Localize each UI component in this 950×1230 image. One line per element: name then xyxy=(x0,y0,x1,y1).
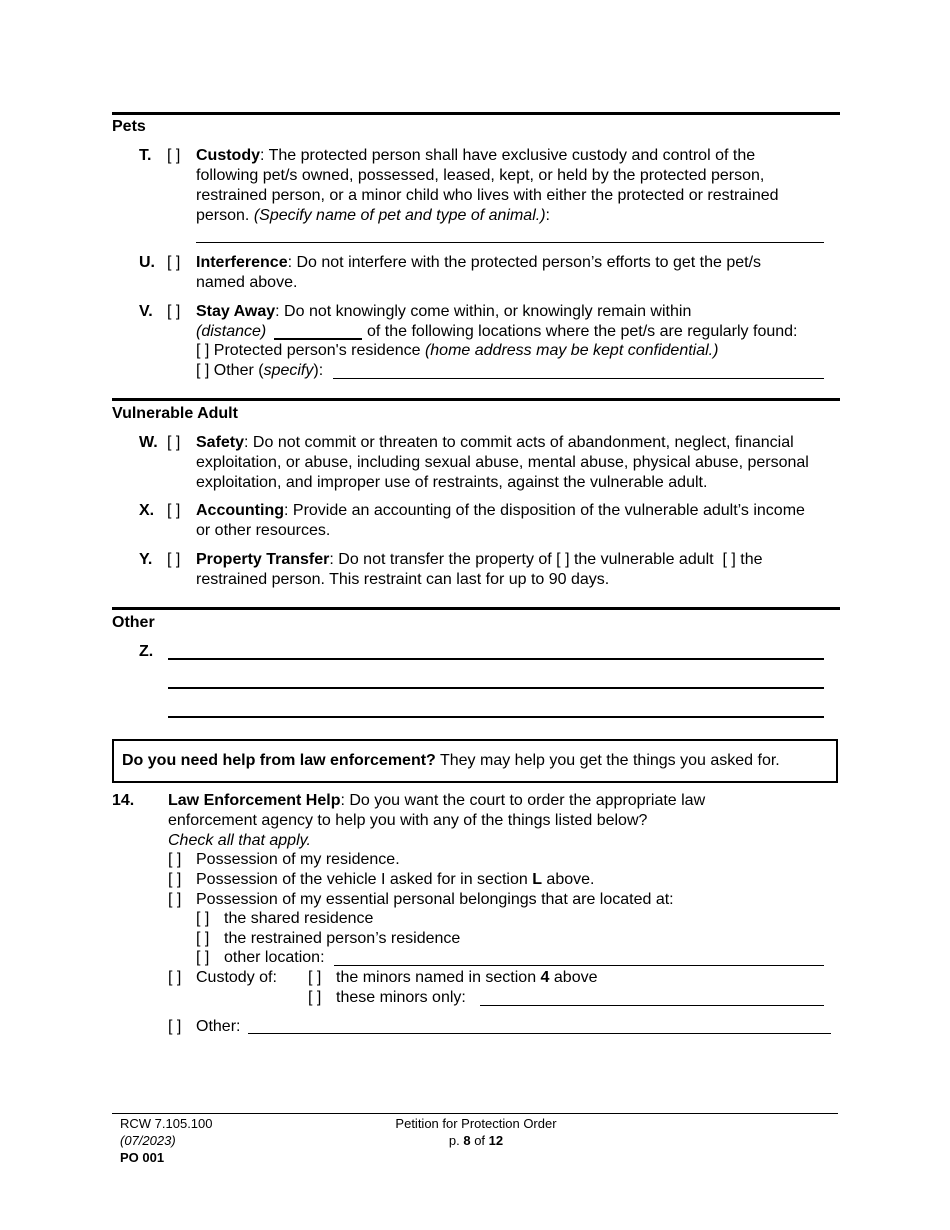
other-label: Other: xyxy=(196,1018,241,1035)
section-heading-pets: Pets xyxy=(112,118,146,135)
item-letter-w: W. xyxy=(139,434,158,451)
footer-form-number: PO 001 xyxy=(120,1150,165,1165)
item-v-text: Stay Away: Do not knowingly come within, or knowingly remain within xyxy=(196,303,692,320)
item-letter-x: X. xyxy=(139,502,155,519)
checkbox-vehicle[interactable]: [ ] xyxy=(168,871,182,888)
checkbox-belongings[interactable]: [ ] xyxy=(168,891,182,908)
checkbox-u[interactable]: [ ] xyxy=(167,254,181,271)
law-enforcement-callout-box xyxy=(112,739,838,783)
item-letter-t: T. xyxy=(139,147,152,164)
item-x-text: Accounting: Provide an accounting of the disposition of the vulnerable adult’s income or other resources. xyxy=(196,502,805,539)
checkbox-other[interactable]: [ ] xyxy=(168,1018,182,1035)
section-heading-vulnerable-adult: Vulnerable Adult xyxy=(112,405,238,422)
checkbox-minors-section4[interactable]: [ ] xyxy=(308,969,322,986)
footer-page-number: p. 8 of 12 xyxy=(448,1133,504,1148)
sub-shared-residence-label: the shared residence xyxy=(224,910,374,927)
option-protected-residence[interactable]: [ ] Protected person's residence (home address may be kept confidential.) xyxy=(196,342,719,359)
other-location-field-line[interactable] xyxy=(334,965,824,966)
checkbox-w[interactable]: [ ] xyxy=(167,434,181,451)
item-y-text: Property Transfer: Do not transfer the property of [ ] the vulnerable adult [ ] the restrained person. This restraint can last for up to 90 days. xyxy=(196,551,763,588)
checkbox-x[interactable]: [ ] xyxy=(167,502,181,519)
sub-restrained-residence-label: the restrained person’s residence xyxy=(224,930,461,947)
item-w-text: Safety: Do not commit or threaten to commit acts of abandonment, neglect, financial exploitation, or abuse, including sexual abuse, mental abuse, physical abuse, personal exploitation, and improper use of restraints, against the vulnerable adult. xyxy=(196,434,809,491)
item-v-title: Stay Away xyxy=(196,303,276,320)
option-vehicle-label: Possession of the vehicle I asked for in section L above. xyxy=(196,871,595,888)
checkbox-residence[interactable]: [ ] xyxy=(168,851,182,868)
sub-other-location-label: other location: xyxy=(224,949,325,966)
footer-divider xyxy=(112,1113,838,1114)
item-u-text: Interference: Do not interfere with the protected person’s efforts to get the pet/s named above. xyxy=(196,254,762,291)
checkbox-restrained-residence[interactable]: [ ] xyxy=(196,930,210,947)
option-other-location[interactable]: [ ] Other (specify): xyxy=(196,362,324,379)
other-location-input-line[interactable] xyxy=(333,378,824,379)
item-y-title: Property Transfer xyxy=(196,551,330,568)
checkbox-shared-residence[interactable]: [ ] xyxy=(196,910,210,927)
option-belongings-label: Possession of my essential personal belongings that are located at: xyxy=(196,891,674,908)
checkbox-v[interactable]: [ ] xyxy=(167,303,181,320)
checkbox-y[interactable]: [ ] xyxy=(167,551,181,568)
item-letter-u: U. xyxy=(139,254,155,271)
item-x-title: Accounting xyxy=(196,502,284,519)
section-divider-pets xyxy=(112,112,840,115)
other-input-line-1[interactable] xyxy=(168,658,824,660)
section-divider-vulnerable-adult xyxy=(112,398,840,401)
item-letter-y: Y. xyxy=(139,551,153,568)
footer-left xyxy=(120,1115,213,1166)
footer-rcw: RCW 7.105.100 xyxy=(120,1116,213,1131)
section-divider-other xyxy=(112,607,840,610)
section-14-instruction: Check all that apply. xyxy=(168,832,311,849)
section-14-heading: Law Enforcement Help: Do you want the court to order the appropriate law xyxy=(168,792,706,809)
other-field-line[interactable] xyxy=(248,1033,831,1034)
item-t-title: Custody xyxy=(196,147,260,164)
checkbox-t[interactable]: [ ] xyxy=(167,147,181,164)
callout-text: Do you need help from law enforcement? They may help you get the things you asked for. xyxy=(122,752,780,769)
footer-date: (07/2023) xyxy=(120,1133,176,1148)
these-minors-field-line[interactable] xyxy=(480,1005,824,1006)
option-residence-label: Possession of my residence. xyxy=(196,851,400,868)
checkbox-these-minors[interactable]: [ ] xyxy=(308,989,322,1006)
section-14-line2: enforcement agency to help you with any of the things listed below? xyxy=(168,812,648,829)
other-input-line-3[interactable] xyxy=(168,716,824,718)
distance-input-line[interactable] xyxy=(274,338,362,340)
footer-title: Petition for Protection Order xyxy=(395,1116,557,1131)
section-heading-other: Other xyxy=(112,614,155,631)
item-u-title: Interference xyxy=(196,254,288,271)
checkbox-other-location[interactable]: [ ] xyxy=(196,949,210,966)
custody-these-minors-label: these minors only: xyxy=(336,989,466,1006)
distance-label: (distance) xyxy=(196,323,267,340)
section-14-number: 14. xyxy=(112,792,135,809)
item-letter-z: Z. xyxy=(139,643,154,660)
footer-center xyxy=(376,1115,576,1149)
item-t-text: Custody: The protected person shall have exclusive custody and control of the following pet/s owned, possessed, leased, kept, or held by the protected person, restrained person, or a minor child who lives with either the protected or restrained person. (Specify name of pet and type of animal.): xyxy=(196,147,779,224)
item-v-line2: of the following locations where the pet/s are regularly found: xyxy=(367,323,798,340)
item-w-title: Safety xyxy=(196,434,245,451)
pet-name-input-line[interactable] xyxy=(196,242,824,243)
custody-minors-section4-label: the minors named in section 4 above xyxy=(336,969,598,986)
other-input-line-2[interactable] xyxy=(168,687,824,689)
checkbox-custody[interactable]: [ ] xyxy=(168,969,182,986)
item-letter-v: V. xyxy=(139,303,153,320)
custody-label: Custody of: xyxy=(196,969,277,986)
